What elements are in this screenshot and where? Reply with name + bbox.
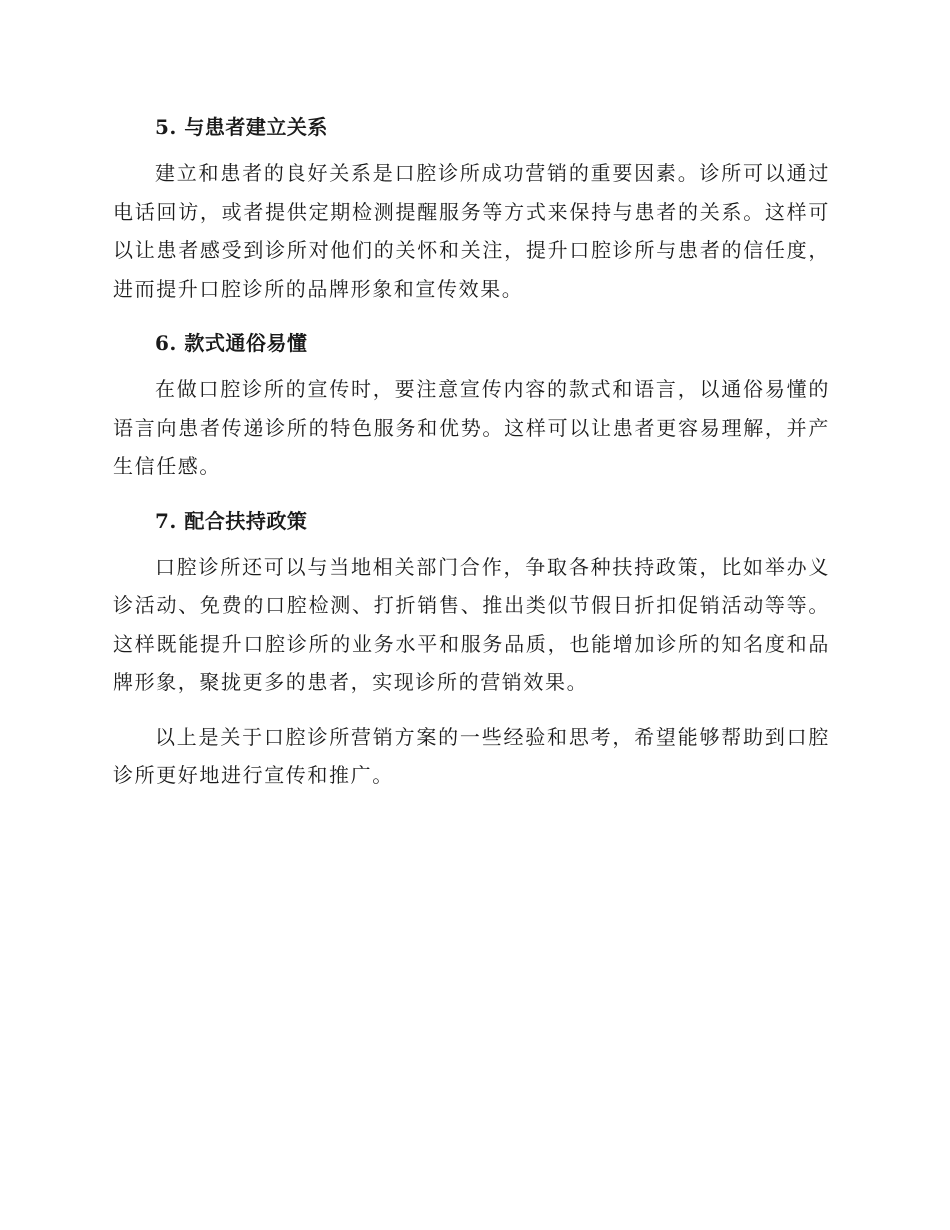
- section-5: [113, 108, 830, 308]
- section-heading: 6. 款式通俗易懂: [155, 331, 308, 355]
- section-7: [113, 502, 830, 702]
- section-heading: 7. 配合扶持政策: [155, 508, 308, 533]
- document-page: [113, 108, 830, 811]
- section-paragraph: 口腔诊所还可以与当地相关部门合作，争取各种扶持政策，比如举办义诊活动、免费的口腔检测、打折销售、推出类似节假日折扣促销活动等等。这样既能提升口腔诊所的业务水平和服务品质，也能增加诊所的知名度和品牌形象，聚拢更多的患者，实现诊所的营销效果。: [113, 554, 830, 694]
- section-paragraph: 建立和患者的良好关系是口腔诊所成功营销的重要因素。诊所可以通过电话回访，或者提供定期检测提醒服务等方式来保持与患者的关系。这样可以让患者感受到诊所对他们的关怀和关注，提升口腔诊所与患者的信任度，进而提升口腔诊所的品牌形象和宣传效果。: [113, 161, 830, 301]
- conclusion-paragraph: 以上是关于口腔诊所营销方案的一些经验和思考，希望能够帮助到口腔诊所更好地进行宣传和推广。: [113, 724, 830, 787]
- section-heading: 5. 与患者建立关系: [155, 115, 328, 139]
- section-6: [113, 324, 830, 486]
- section-paragraph: 在做口腔诊所的宣传时，要注意宣传内容的款式和语言，以通俗易懂的语言向患者传递诊所的特色服务和优势。这样可以让患者更容易理解，并产生信任感。: [113, 377, 830, 478]
